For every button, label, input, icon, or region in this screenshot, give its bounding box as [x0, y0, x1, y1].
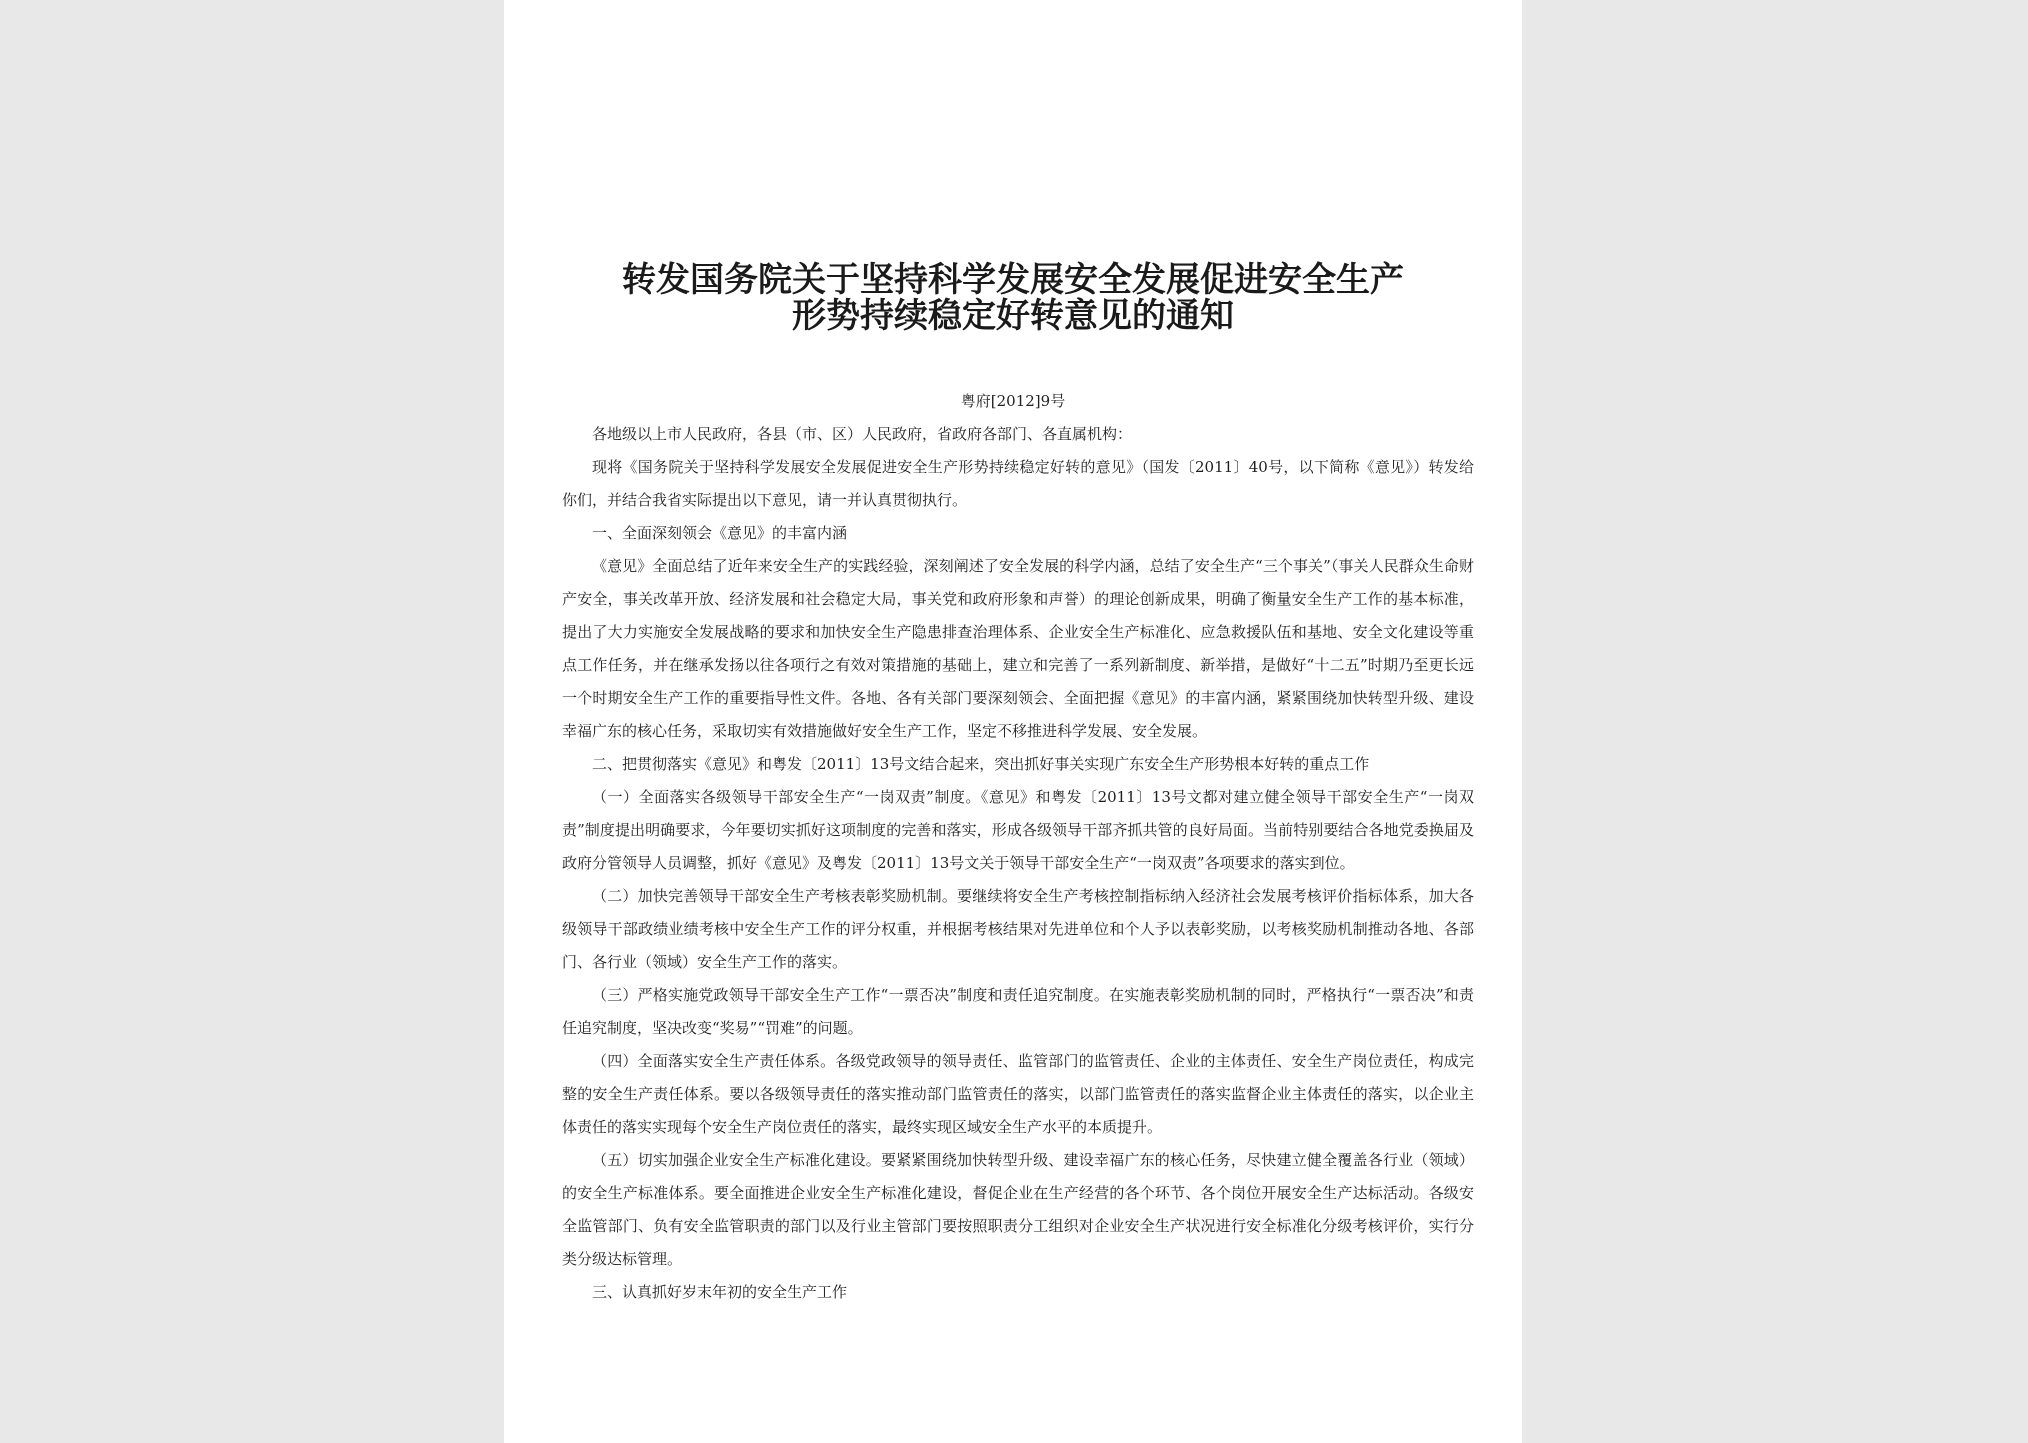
paragraph: 现将《国务院关于坚持科学发展安全发展促进安全生产形势持续稳定好转的意见》（国发〔2011〕40号，以下简称《意见》）转发给你们，并结合我省实际提出以下意见，请一并认真贯彻执行。 — [562, 458, 1474, 509]
document-title — [504, 262, 1522, 334]
document-number: 粤府[2012]9号 — [960, 392, 1066, 410]
paragraph: （五）切实加强企业安全生产标准化建设。要紧紧围绕加快转型升级、建设幸福广东的核心任务，尽快建立健全覆盖各行业（领域）的安全生产标准体系。要全面推进企业安全生产标准化建设，督促企业在生产经营的各个环节、各个岗位开展安全生产达标活动。各级安全监管部门、负有安全监管职责的部门以及行业主管部门要按照职责分工组织对企业安全生产状况进行安全标准化分级考核评价，实行分类分级达标管理。 — [562, 1151, 1474, 1268]
section-heading: 三、认真抓好岁末年初的安全生产工作 — [592, 1283, 848, 1301]
title-line-2: 形势持续稳定好转意见的通知 — [792, 296, 1234, 336]
paragraph: （二）加快完善领导干部安全生产考核表彰奖励机制。要继续将安全生产考核控制指标纳入经济社会发展考核评价指标体系，加大各级领导干部政绩业绩考核中安全生产工作的评分权重，并根据考核结果对先进单位和个人予以表彰奖励，以考核奖励机制推动各地、各部门、各行业（领域）安全生产工作的落实。 — [562, 887, 1474, 971]
paragraph: 《意见》全面总结了近年来安全生产的实践经验，深刻阐述了安全发展的科学内涵，总结了安全生产“三个事关”（事关人民群众生命财产安全，事关改革开放、经济发展和社会稳定大局，事关党和政府形象和声誉）的理论创新成果，明确了衡量安全生产工作的基本标准，提出了大力实施安全发展战略的要求和加快安全生产隐患排查治理体系、企业安全生产标准化、应急救援队伍和基地、安全文化建设等重点工作任务，并在继承发扬以往各项行之有效对策措施的基础上，建立和完善了一系列新制度、新举措，是做好“十二五”时期乃至更长远一个时期安全生产工作的重要指导性文件。各地、各有关部门要深刻领会、全面把握《意见》的丰富内涵，紧紧围绕加快转型升级、建设幸福广东的核心任务，采取切实有效措施做好安全生产工作，坚定不移推进科学发展、安全发展。 — [562, 557, 1474, 740]
paragraph: （三）严格实施党政领导干部安全生产工作“一票否决”制度和责任追究制度。在实施表彰奖励机制的同时，严格执行“一票否决”和责任追究制度，坚决改变“奖易”“罚难”的问题。 — [562, 986, 1474, 1037]
paragraph: （四）全面落实安全生产责任体系。各级党政领导的领导责任、监管部门的监管责任、企业的主体责任、安全生产岗位责任，构成完整的安全生产责任体系。要以各级领导责任的落实推动部门监管责任的落实，以部门监管责任的落实监督企业主体责任的落实，以企业主体责任的落实实现每个安全生产岗位责任的落实，最终实现区域安全生产水平的本质提升。 — [562, 1052, 1474, 1136]
paragraph: （一）全面落实各级领导干部安全生产“一岗双责”制度。《意见》和粤发〔2011〕13号文都对建立健全领导干部安全生产“一岗双责”制度提出明确要求，今年要切实抓好这项制度的完善和落实，形成各级领导干部齐抓共管的良好局面。当前特别要结合各地党委换届及政府分管领导人员调整，抓好《意见》及粤发〔2011〕13号文关于领导干部安全生产“一岗双责”各项要求的落实到位。 — [562, 788, 1474, 872]
section-heading: 二、把贯彻落实《意见》和粤发〔2011〕13号文结合起来，突出抓好事关实现广东安全生产形势根本好转的重点工作 — [592, 755, 1370, 773]
document-body — [562, 418, 1474, 1309]
paragraph: 各地级以上市人民政府，各县（市、区）人民政府，省政府各部门、各直属机构： — [592, 425, 1133, 443]
document-page — [504, 0, 1522, 1443]
title-line-1: 转发国务院关于坚持科学发展安全发展促进安全生产 — [622, 260, 1404, 300]
section-heading: 一、全面深刻领会《意见》的丰富内涵 — [592, 524, 848, 542]
